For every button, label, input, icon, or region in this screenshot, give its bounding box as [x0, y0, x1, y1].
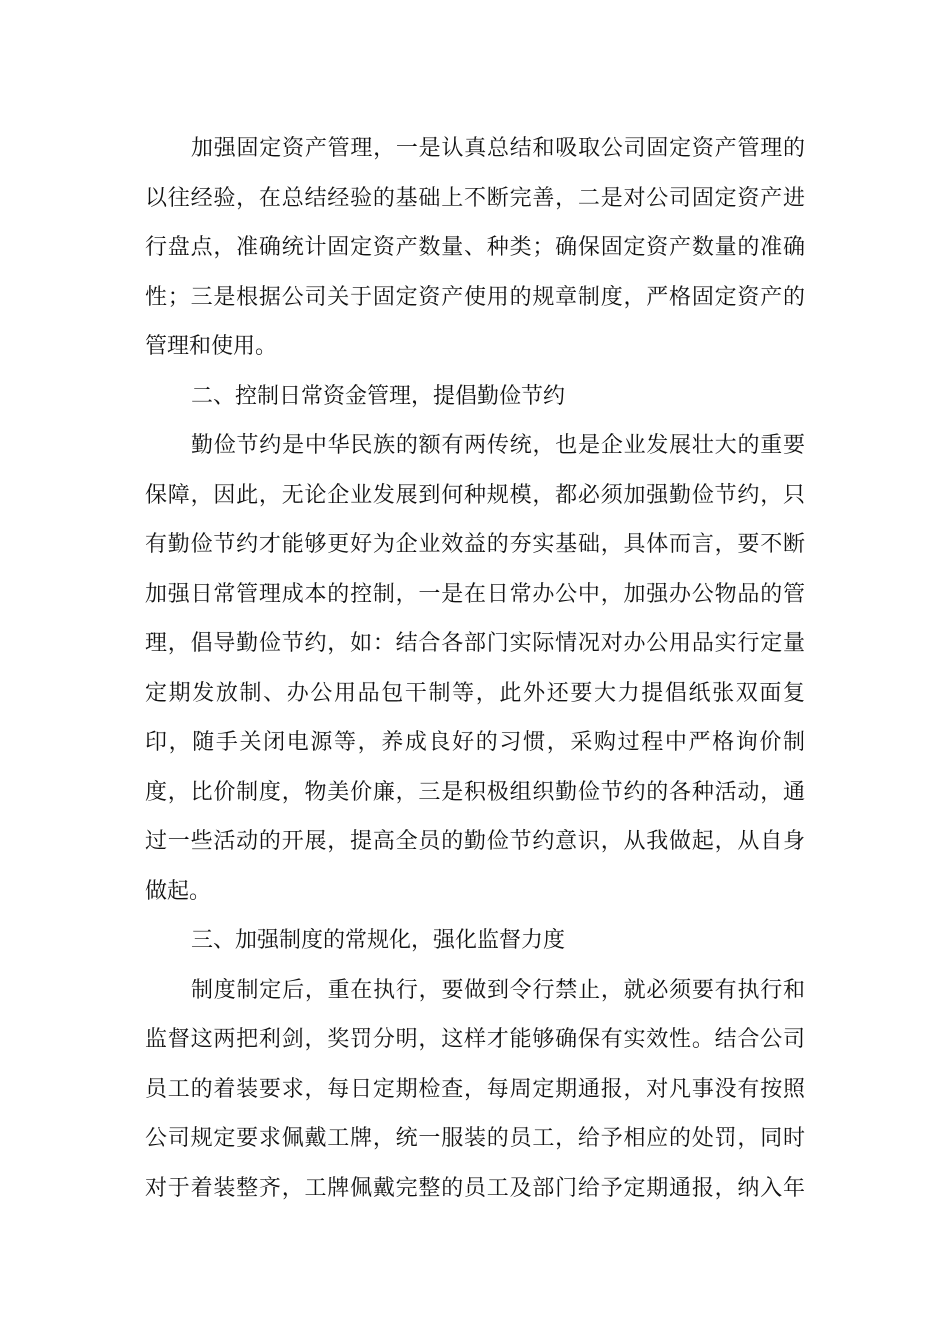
document-body — [145, 124, 805, 1213]
paragraph-line: 定期发放制、办公用品包干制等，此外还要大力提倡纸张双面复 — [145, 680, 805, 706]
paragraph-line: 加强日常管理成本的控制，一是在日常办公中，加强办公物品的管 — [145, 581, 805, 607]
paragraph-line: 对于着装整齐，工牌佩戴完整的员工及部门给予定期通报，纳入年 — [145, 1175, 805, 1201]
paragraph-line: 做起。 — [145, 878, 212, 904]
paragraph-line: 制度制定后，重在执行，要做到令行禁止，就必须要有执行和 — [191, 977, 805, 1003]
paragraph-line: 保障，因此，无论企业发展到何种规模，都必须加强勤俭节约，只 — [145, 482, 805, 508]
paragraph-line: 行盘点，准确统计固定资产数量、种类；确保固定资产数量的准确 — [145, 235, 805, 260]
section-heading: 三、加强制度的常规化，强化监督力度 — [191, 928, 566, 953]
paragraph-line: 加强固定资产管理，一是认真总结和吸取公司固定资产管理的 — [191, 136, 805, 161]
paragraph-line: 公司规定要求佩戴工牌，统一服装的员工，给予相应的处罚，同时 — [145, 1126, 805, 1151]
paragraph-line: 有勤俭节约才能够更好为企业效益的夯实基础，具体而言，要不断 — [145, 532, 805, 557]
paragraph-line: 以往经验，在总结经验的基础上不断完善，二是对公司固定资产进 — [145, 185, 805, 211]
paragraph-line: 印，随手关闭电源等，养成良好的习惯，采购过程中严格询价制 — [145, 730, 805, 755]
paragraph-line: 过一些活动的开展，提高全员的勤俭节约意识，从我做起，从自身 — [145, 829, 805, 854]
section-heading: 二、控制日常资金管理，提倡勤俭节约 — [191, 383, 566, 409]
paragraph-line: 监督这两把利剑，奖罚分明，这样才能够确保有实效性。结合公司 — [145, 1027, 805, 1052]
paragraph-line: 性；三是根据公司关于固定资产使用的规章制度，严格固定资产的 — [145, 284, 805, 310]
paragraph-line: 理，倡导勤俭节约，如：结合各部门实际情况对办公用品实行定量 — [145, 631, 805, 656]
paragraph-line: 员工的着装要求，每日定期检查，每周定期通报，对凡事没有按照 — [145, 1076, 805, 1102]
paragraph-line: 管理和使用。 — [145, 334, 278, 359]
paragraph-line: 度，比价制度，物美价廉，三是积极组织勤俭节约的各种活动，通 — [145, 779, 805, 805]
paragraph-line: 勤俭节约是中华民族的额有两传统，也是企业发展壮大的重要 — [191, 433, 805, 458]
